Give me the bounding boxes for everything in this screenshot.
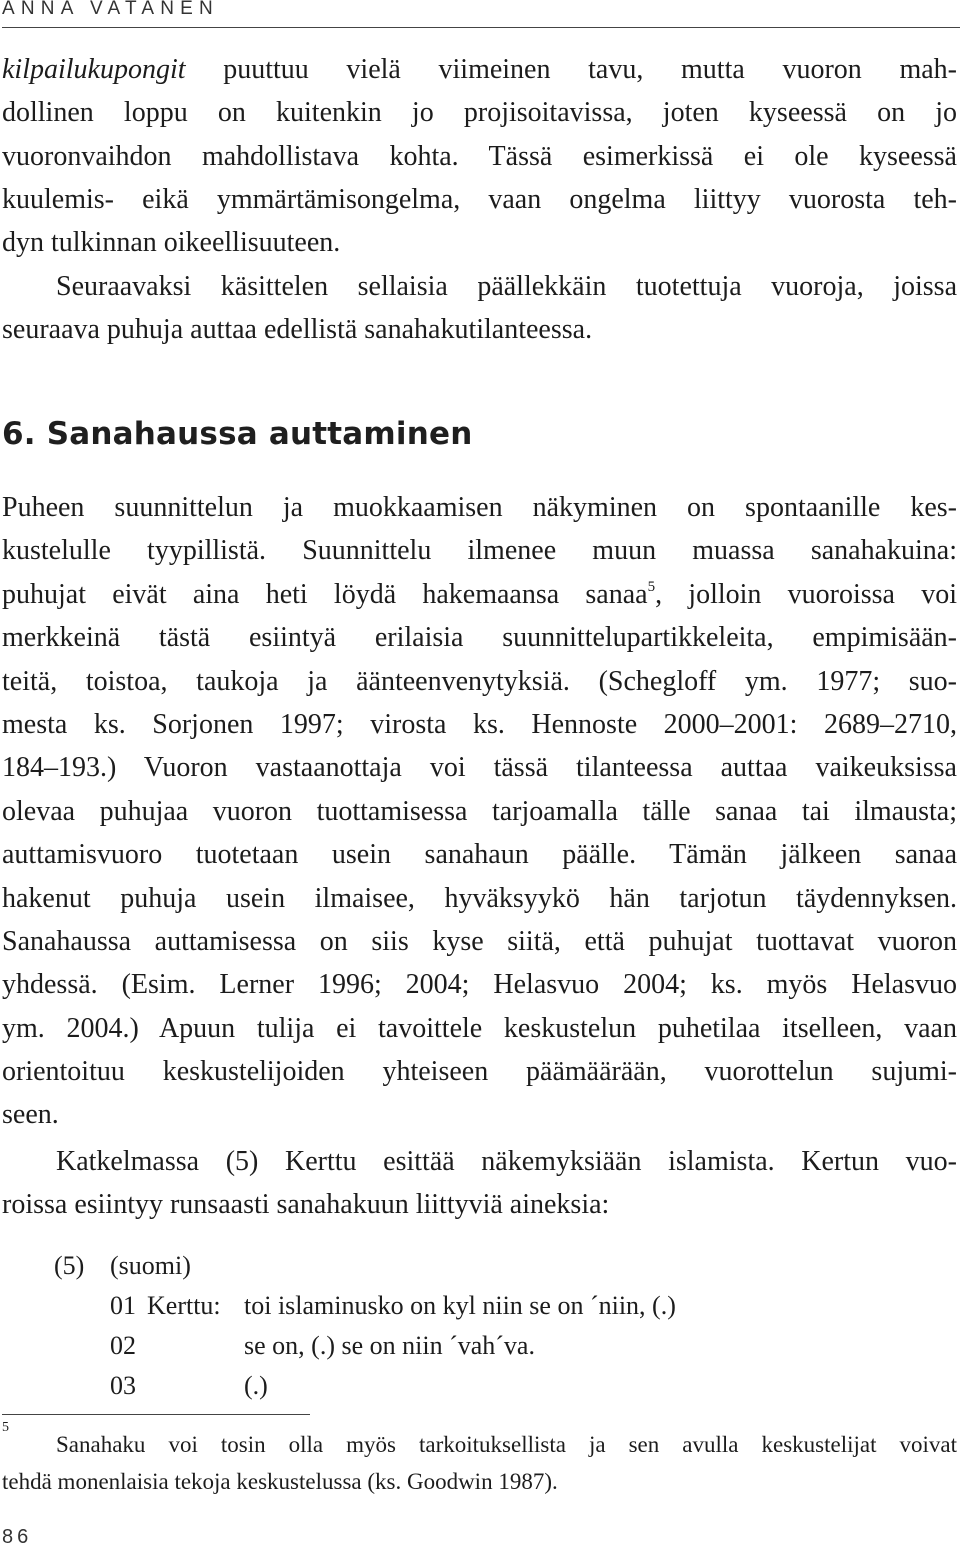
text-line: kuulemis- eikä ymmärtämisongelma, vaan ongelma liittyy vuorosta teh- [2, 183, 957, 215]
text-line: mesta ks. Sorjonen 1997; virosta ks. Hennoste 2000–2001: 2689–2710, [2, 708, 957, 740]
footnote-marker: 5 [647, 578, 656, 595]
text-line: Puheen suunnittelun ja muokkaamisen näkyminen on spontaanille kes- [2, 492, 957, 523]
text-line: dyn tulkinnan oikeellisuuteen. [2, 227, 341, 259]
text-line: merkkeinä tästä esiintyä erilaisia suunnittelupartikkeleita, empimisään- [2, 622, 957, 654]
section-heading: 6. Sanahaussa auttaminen [2, 416, 473, 452]
text-line: seen. [2, 1099, 59, 1131]
text-line [2, 573, 957, 616]
text-span: , jolloin vuoroissa voi [655, 578, 957, 610]
text-line: auttamisvuoro tuotetaan usein sanahaun päälle. Tämän jälkeen sanaa [2, 839, 957, 871]
text-line: vuoronvaihdon mahdollistava kohta. Tässä esimerkissä ei ole kyseessä [2, 140, 957, 172]
transcript-text: (.) [244, 1371, 268, 1400]
text-line: Seuraavaksi käsittelen sellaisia päällekkäin tuotettuja vuoroja, joissa [56, 271, 957, 302]
line-number: 02 [110, 1331, 136, 1360]
text-span: puuttuu vielä viimeinen tavu, mutta vuoron mah- [185, 54, 957, 85]
text-line [2, 48, 957, 91]
transcript-text: toi islaminusko on kyl niin se on ´niin, (.) [244, 1291, 676, 1320]
text-line: yhdessä. (Esim. Lerner 1996; 2004; Helasvuo 2004; ks. myös Helasvuo [2, 969, 957, 1001]
header-rule [2, 27, 960, 28]
example-language: (suomi) [110, 1251, 191, 1280]
line-number: 03 [110, 1371, 136, 1400]
page-number: 86 [2, 1526, 33, 1548]
text-line: 184–193.) Vuoron vastaanottaja voi tässä tilanteessa auttaa vaikeuksissa [2, 752, 957, 784]
text-line: seuraava puhuja auttaa edellistä sanahakutilanteessa. [2, 314, 593, 346]
speaker-name: Kerttu: [147, 1291, 221, 1320]
text-line: roissa esiintyy runsaasti sanahakuun liittyviä aineksia: [2, 1189, 610, 1221]
paragraph-1 [2, 48, 957, 264]
footnote-rule [2, 1414, 310, 1415]
text-line: Katkelmassa (5) Kerttu esittää näkemyksiään islamista. Kertun vuo- [56, 1146, 957, 1177]
text-span: puhujat eivät aina heti löydä hakemaansa sanaa [2, 578, 648, 610]
text-line: olevaa puhujaa vuoron tuottamisessa tarjoamalla tälle sanaa tai ilmausta; [2, 795, 957, 827]
text-line: tehdä monenlaisia tekoja keskustelussa (ks. Goodwin 1987). [2, 1469, 558, 1494]
text-line: kustelulle tyypillistä. Suunnittelu ilmenee muun muassa sanahakuina: [2, 535, 957, 567]
text-line: teitä, toistoa, taukoja ja äänteenvenytyksiä. (Schegloff ym. 1977; suo- [2, 665, 957, 697]
text-line: Sanahaussa auttamisessa on siis kyse siitä, että puhujat tuottavat vuoron [2, 925, 957, 957]
text-line: ym. 2004.) Apuun tulija ei tavoittele keskustelun puhetilaa itselleen, vaan [2, 1012, 957, 1044]
transcript-text: se on, (.) se on niin ´vah´va. [244, 1331, 535, 1360]
paragraph-3 [2, 486, 957, 1137]
example-number: (5) [54, 1251, 85, 1280]
footnote [2, 1420, 957, 1500]
text-line: hakenut puhuja usein ilmaisee, hyväksyykö hän tarjotun täydennyksen. [2, 882, 957, 914]
text-line: dollinen loppu on kuitenkin jo projisoitavissa, joten kyseessä on jo [2, 97, 957, 129]
paragraph-2 [2, 265, 957, 352]
paragraph-4 [2, 1140, 957, 1227]
running-head: ANNA VATANEN [2, 0, 219, 19]
footnote-number: 5 [2, 1420, 9, 1435]
italic-term: kilpailukupongit [2, 54, 186, 85]
text-line: Sanahaku voi tosin olla myös tarkoituksellista ja sen avulla keskustelijat voivat [56, 1432, 957, 1457]
text-line: orientoituu keskustelijoiden yhteiseen päämäärään, vuorottelun sujumi- [2, 1056, 957, 1088]
line-number: 01 [110, 1291, 136, 1320]
